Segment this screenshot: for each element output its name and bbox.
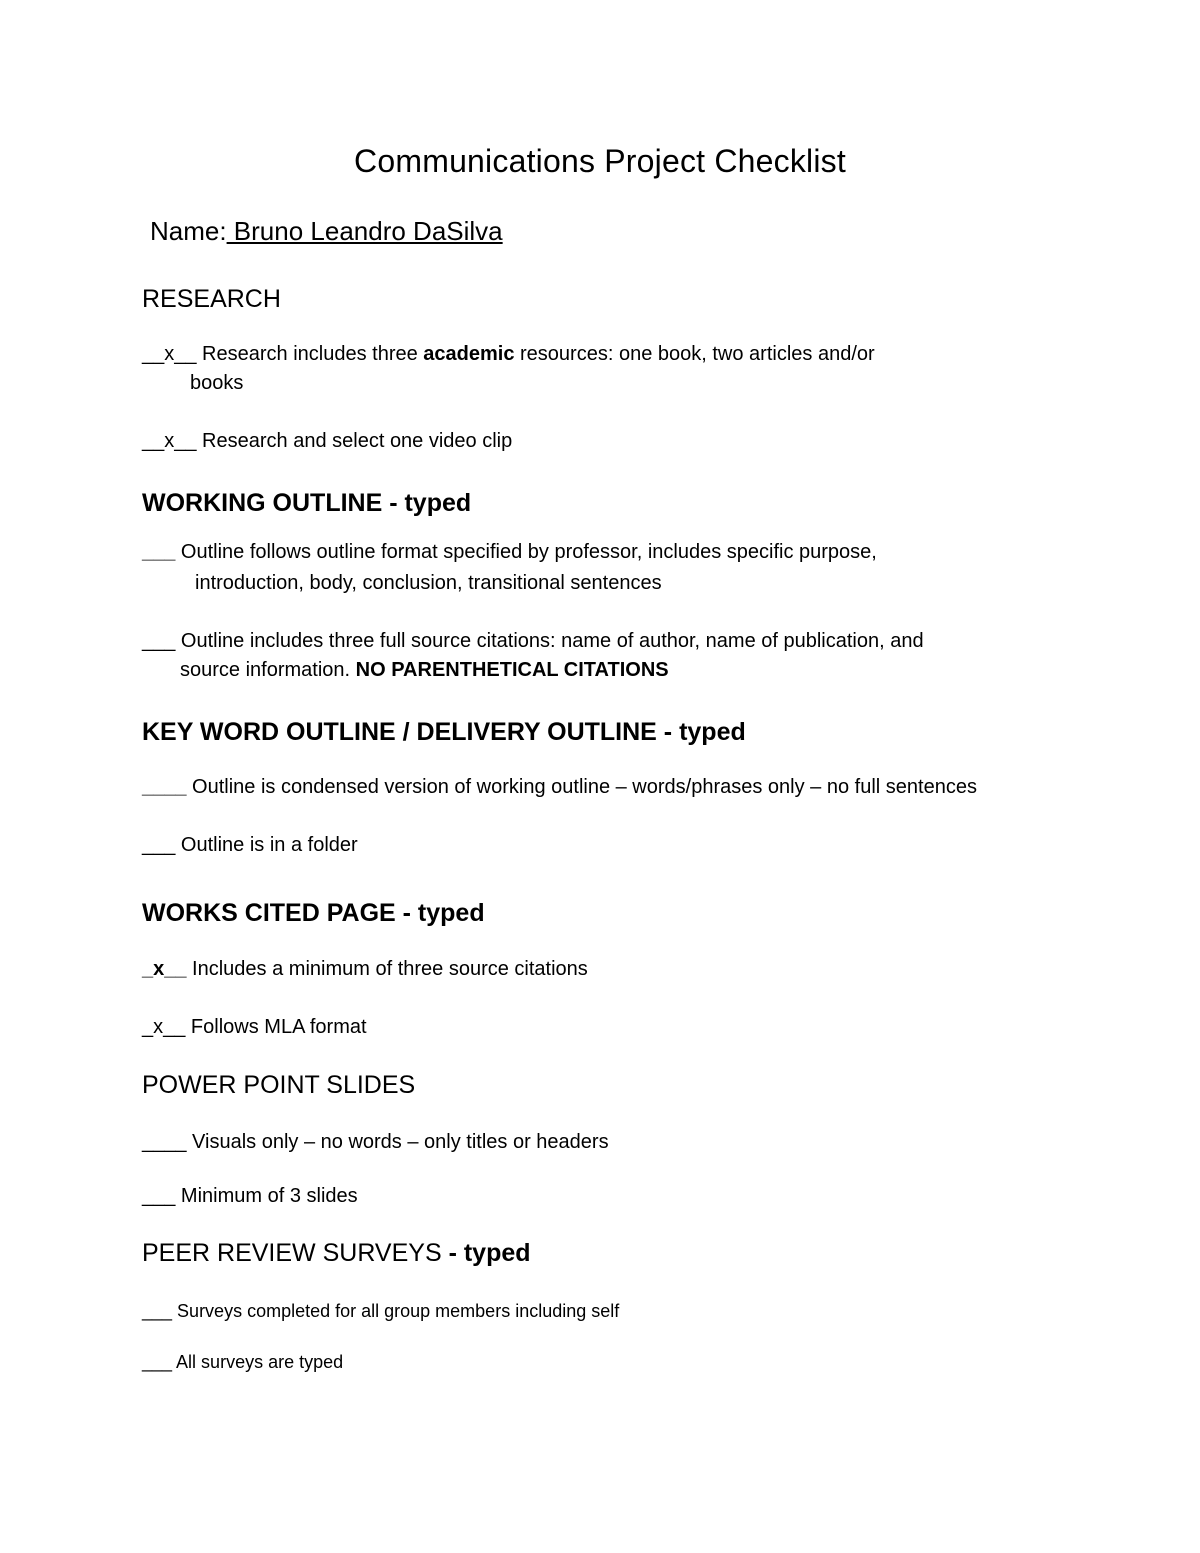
check-mark: ___ bbox=[142, 1185, 176, 1207]
item-text: Outline includes three full source citations: name of author, name of publication, and bbox=[175, 630, 924, 652]
item-continuation: introduction, body, conclusion, transitional sentences bbox=[195, 572, 662, 594]
name-value: Bruno Leandro DaSilva bbox=[226, 216, 503, 246]
item-text: Outline follows outline format specified by professor, includes specific purpose, bbox=[175, 541, 877, 563]
document-title: Communications Project Checklist bbox=[354, 143, 846, 179]
check-mark: ____ bbox=[142, 1131, 187, 1153]
checklist-item-mla-format bbox=[142, 1013, 367, 1042]
item-text: Research includes three bbox=[196, 343, 424, 365]
section-heading-research: RESEARCH bbox=[142, 285, 281, 313]
check-mark: __x__ bbox=[142, 343, 197, 365]
item-text: Research and select one video clip bbox=[196, 430, 513, 452]
checklist-item-video-clip bbox=[142, 427, 512, 456]
section-heading-power-point: POWER POINT SLIDES bbox=[142, 1071, 416, 1099]
section-heading-peer-review bbox=[142, 1239, 531, 1268]
item-continuation bbox=[180, 656, 669, 685]
item-continuation: books bbox=[190, 372, 244, 394]
item-text: Outline is condensed version of working outline – words/phrases only – no full sentences bbox=[186, 776, 977, 798]
checklist-item-surveys-completed bbox=[142, 1297, 619, 1326]
heading-main: PEER REVIEW SURVEYS bbox=[142, 1239, 449, 1267]
checklist-item-academic-resources bbox=[142, 340, 875, 369]
checklist-item-source-citations bbox=[142, 627, 924, 656]
check-mark: ___ bbox=[142, 630, 176, 652]
item-text: Outline is in a folder bbox=[175, 834, 358, 856]
item-text: resources: one book, two articles and/or bbox=[514, 343, 875, 365]
name-line bbox=[150, 216, 503, 247]
checklist-item-folder bbox=[142, 831, 358, 860]
check-mark: ___ bbox=[142, 834, 176, 856]
check-mark: __x__ bbox=[142, 430, 197, 452]
item-text: source information. bbox=[180, 659, 356, 681]
item-text: All surveys are typed bbox=[172, 1352, 344, 1372]
check-mark: ___ bbox=[142, 1352, 173, 1372]
item-text: Follows MLA format bbox=[185, 1016, 367, 1038]
heading-suffix: - typed bbox=[448, 1239, 531, 1267]
section-heading-works-cited: WORKS CITED PAGE - typed bbox=[142, 899, 485, 927]
section-heading-key-word-outline: KEY WORD OUTLINE / DELIVERY OUTLINE - typed bbox=[142, 718, 746, 746]
checklist-item-surveys-typed bbox=[142, 1348, 343, 1377]
checklist-item-condensed-outline bbox=[142, 773, 977, 802]
check-mark: ____ bbox=[142, 776, 187, 798]
checklist-item-minimum-citations bbox=[142, 955, 588, 984]
item-text: Surveys completed for all group members including self bbox=[172, 1301, 620, 1321]
checklist-item-minimum-slides bbox=[142, 1182, 358, 1211]
item-text: Includes a minimum of three source citations bbox=[186, 958, 588, 980]
name-label: Name: bbox=[150, 216, 227, 246]
checklist-item-outline-format bbox=[142, 538, 877, 567]
check-mark: ___ bbox=[142, 541, 176, 563]
check-mark: _x__ bbox=[142, 958, 187, 980]
item-text: Minimum of 3 slides bbox=[175, 1185, 358, 1207]
item-text-bold: NO PARENTHETICAL CITATIONS bbox=[355, 659, 669, 681]
check-mark: _x__ bbox=[142, 1016, 186, 1038]
check-mark: ___ bbox=[142, 1301, 173, 1321]
item-text: Visuals only – no words – only titles or headers bbox=[186, 1131, 609, 1153]
checklist-item-visuals-only bbox=[142, 1128, 609, 1157]
item-text-bold: academic bbox=[423, 343, 515, 365]
section-heading-working-outline: WORKING OUTLINE - typed bbox=[142, 489, 472, 517]
